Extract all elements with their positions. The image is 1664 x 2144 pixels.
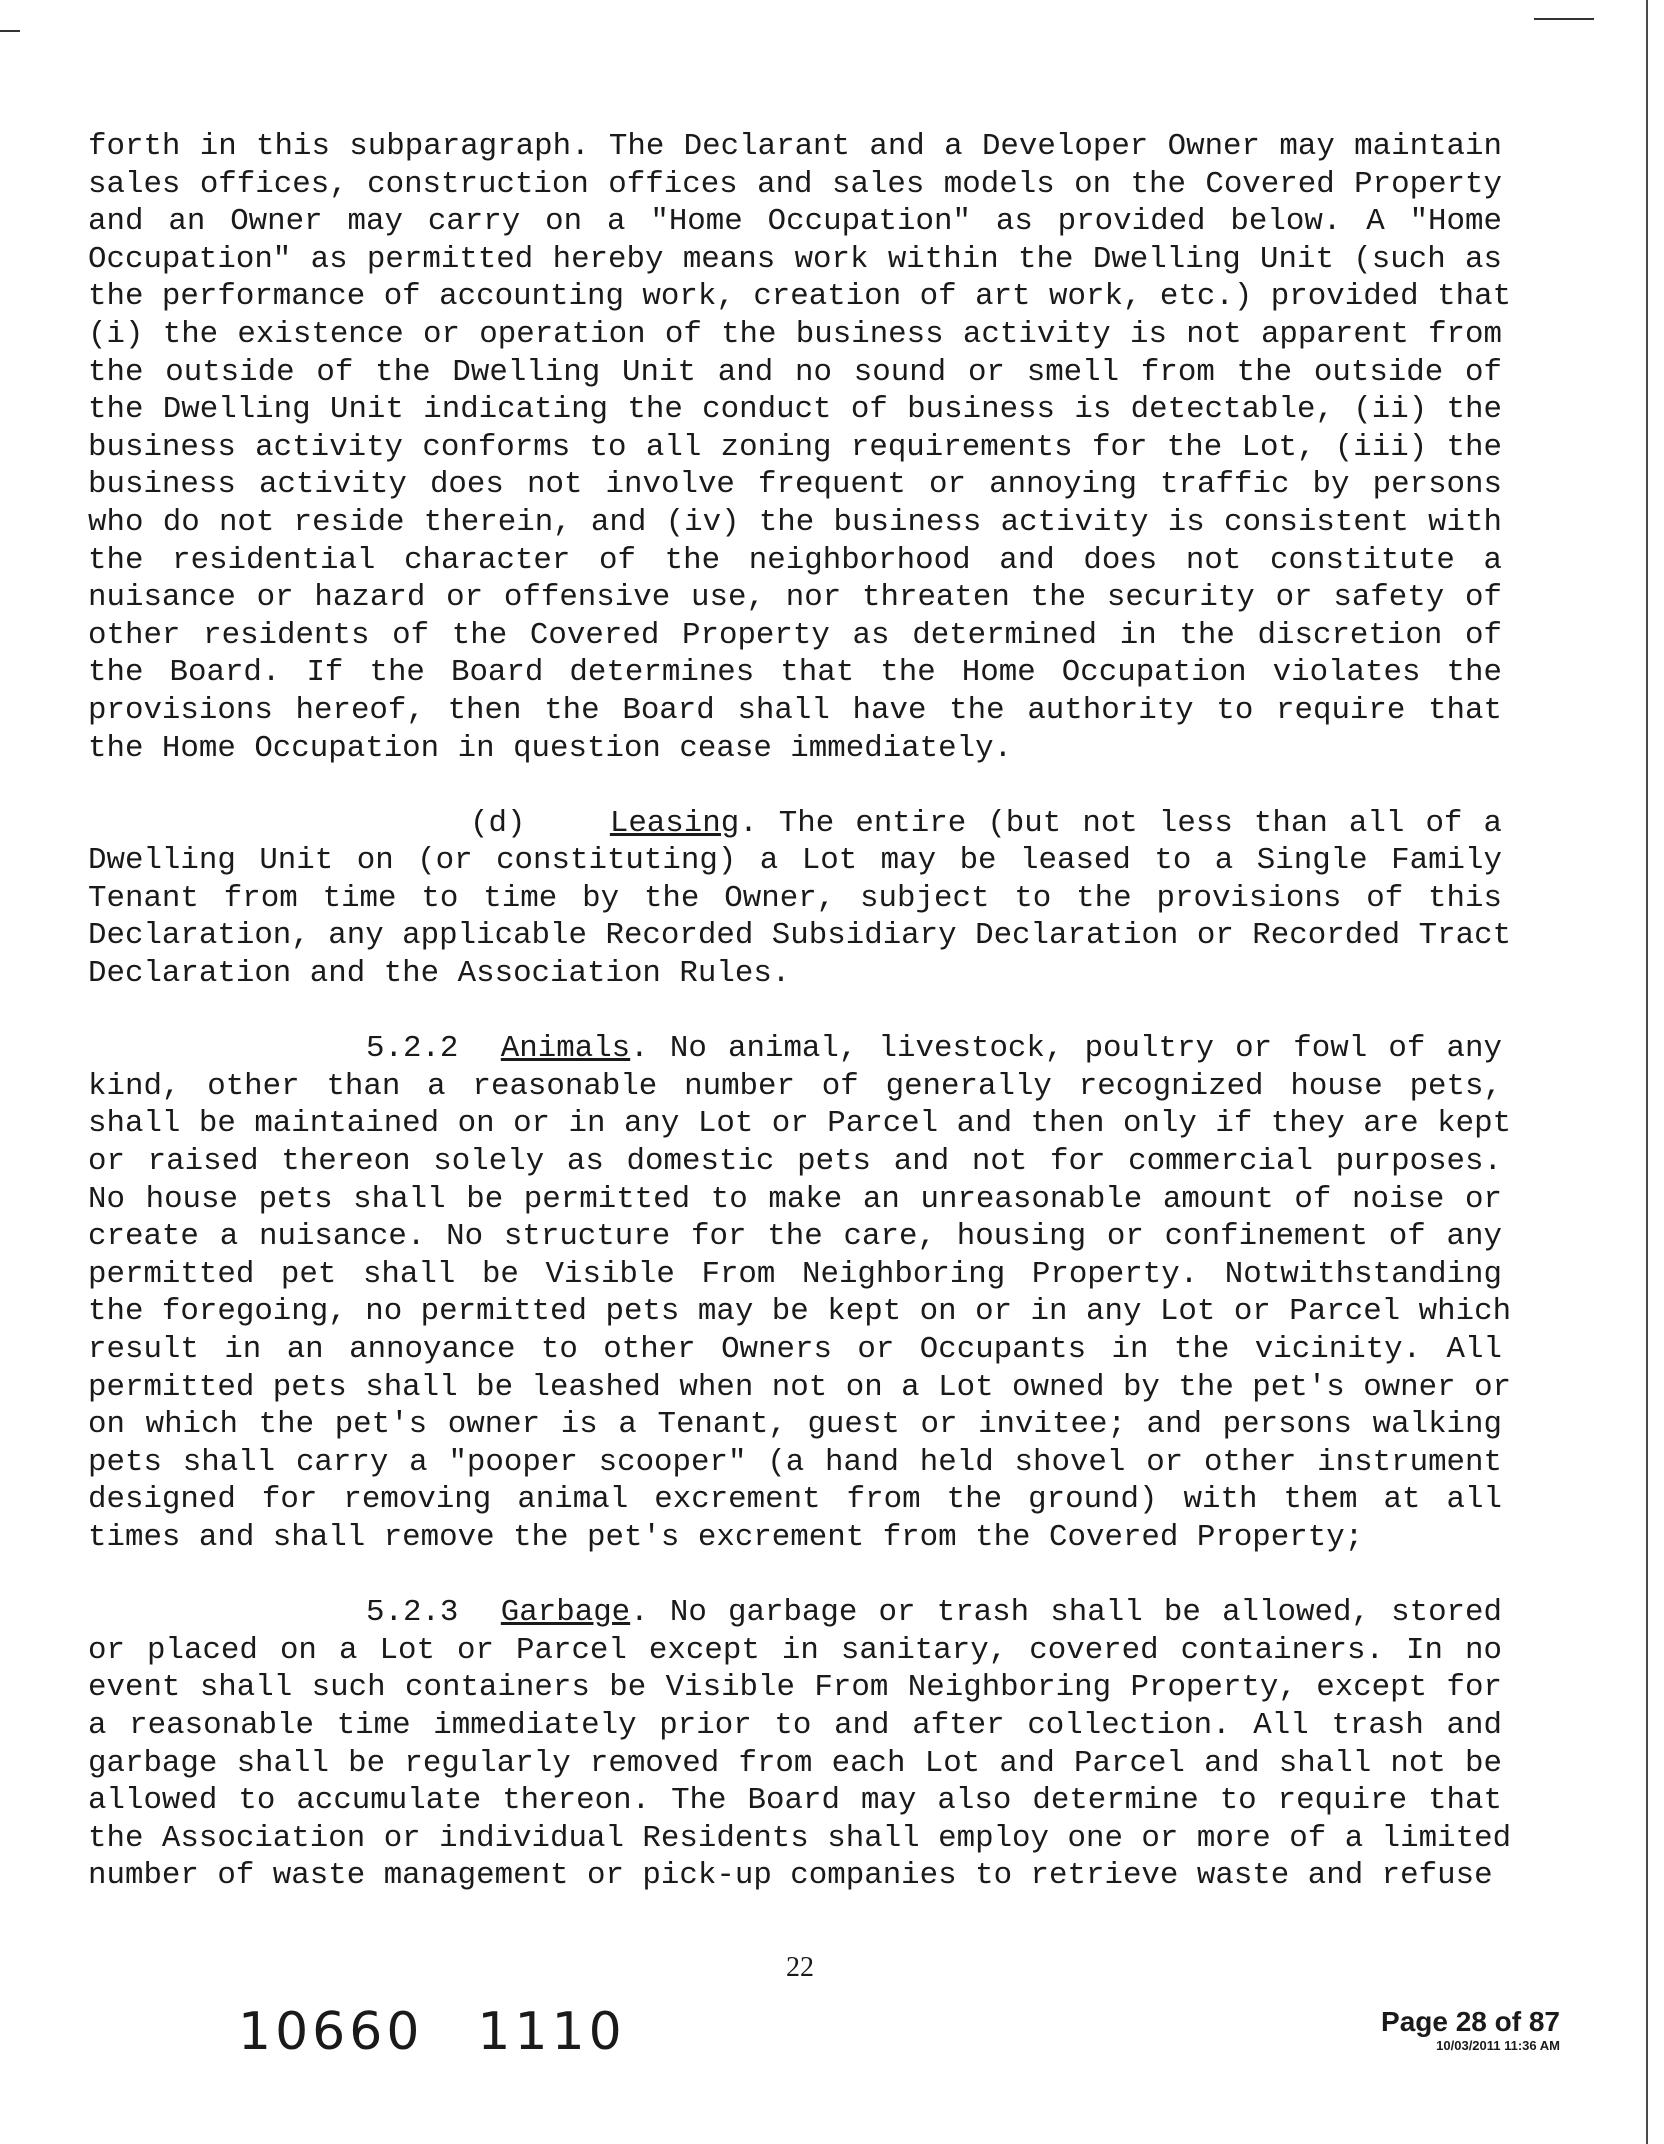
garbage-line: event shall such containers be Visible From Neighboring Property, except for bbox=[88, 1670, 1502, 1706]
recording-timestamp: 10/03/2011 11:36 AM bbox=[1436, 2038, 1560, 2053]
paragraph-line: other residents of the Covered Property as determined in the discretion of bbox=[88, 617, 1502, 653]
animals-line: the foregoing, no permitted pets may be kept on or in any Lot or Parcel which bbox=[88, 1294, 1512, 1330]
leasing-line: Declaration and the Association Rules. bbox=[88, 956, 791, 992]
leasing-line: Tenant from time to time by the Owner, subject to the provisions of this bbox=[88, 880, 1502, 916]
paragraph-line: (i) the existence or operation of the business activity is not apparent from bbox=[88, 316, 1502, 352]
scan-edge-line bbox=[1646, 0, 1648, 2144]
animals-line: permitted pets shall be leashed when not on a Lot owned by the pet's owner or bbox=[88, 1369, 1512, 1405]
garbage-paragraph bbox=[88, 1594, 1512, 1895]
leasing-line: Declaration, any applicable Recorded Subsidiary Declaration or Recorded Tract bbox=[88, 918, 1512, 954]
animals-line: shall be maintained on or in any Lot or Parcel and then only if they are kept bbox=[88, 1106, 1512, 1142]
garbage-line: a reasonable time immediately prior to and after collection. All trash and bbox=[88, 1707, 1502, 1743]
document-id-part2: 1110 bbox=[477, 2002, 626, 2062]
animals-line: pets shall carry a "pooper scooper" (a hand held shovel or other instrument bbox=[88, 1444, 1502, 1480]
paragraph-line: provisions hereof, then the Board shall have the authority to require that bbox=[88, 692, 1502, 728]
paragraph-line: the Dwelling Unit indicating the conduct of business is detectable, (ii) the bbox=[88, 392, 1502, 428]
document-id-stamp bbox=[238, 2002, 626, 2062]
animals-paragraph bbox=[88, 1030, 1512, 1556]
document-body bbox=[88, 128, 1512, 1933]
leasing-number: (d) bbox=[470, 805, 526, 841]
paragraph-line: and an Owner may carry on a "Home Occupation" as provided below. A "Home bbox=[88, 204, 1502, 240]
garbage-first-line-text: . No garbage or trash shall be allowed, stored bbox=[630, 1595, 1502, 1631]
paragraph-line: who do not reside therein, and (iv) the business activity is consistent with bbox=[88, 504, 1502, 540]
garbage-first-line bbox=[88, 1594, 1502, 1632]
animals-line: create a nuisance. No structure for the care, housing or confinement of any bbox=[88, 1219, 1502, 1255]
scan-mark-top-left bbox=[0, 30, 20, 32]
animals-heading: Animals bbox=[500, 1031, 631, 1067]
paragraph-line: business activity conforms to all zoning requirements for the Lot, (iii) the bbox=[88, 429, 1502, 465]
animals-line: permitted pet shall be Visible From Neighboring Property. Notwithstanding bbox=[88, 1256, 1502, 1292]
garbage-line: allowed to accumulate thereon. The Board may also determine to require that bbox=[88, 1783, 1502, 1819]
paragraph-line: the Board. If the Board determines that the Home Occupation violates the bbox=[88, 655, 1502, 691]
paragraph-line: Occupation" as permitted hereby means work within the Dwelling Unit (such as bbox=[88, 241, 1502, 277]
page-number: 22 bbox=[786, 1952, 814, 1983]
animals-line: result in an annoyance to other Owners or Occupants in the vicinity. All bbox=[88, 1332, 1502, 1367]
garbage-line: number of waste management or pick-up companies to retrieve waste and refuse bbox=[88, 1858, 1493, 1894]
animals-line: on which the pet's owner is a Tenant, guest or invitee; and persons walking bbox=[88, 1407, 1502, 1443]
paragraph-line: the performance of accounting work, creation of art work, etc.) provided that bbox=[88, 279, 1512, 315]
home-occupation-paragraph bbox=[88, 128, 1512, 767]
animals-line: designed for removing animal excrement from the ground) with them at all bbox=[88, 1482, 1502, 1518]
leasing-heading: Leasing bbox=[609, 805, 740, 841]
animals-line: or raised thereon solely as domestic pets and not for commercial purposes. bbox=[88, 1144, 1502, 1180]
paragraph-line: sales offices, construction offices and sales models on the Covered Property bbox=[88, 166, 1502, 202]
page-of-label: Page 28 of 87 bbox=[1381, 2006, 1560, 2037]
garbage-line: the Association or individual Residents shall employ one or more of a limited bbox=[88, 1820, 1512, 1856]
garbage-heading: Garbage bbox=[500, 1595, 631, 1631]
paragraph-line: business activity does not involve frequent or annoying traffic by persons bbox=[88, 467, 1502, 503]
garbage-line: or placed on a Lot or Parcel except in sanitary, covered containers. In no bbox=[88, 1632, 1502, 1668]
animals-line: kind, other than a reasonable number of generally recognized house pets, bbox=[88, 1068, 1502, 1104]
document-id-part1: 10660 bbox=[238, 2002, 424, 2062]
leasing-line: Dwelling Unit on (or constituting) a Lot may be leased to a Single Family bbox=[88, 843, 1502, 879]
paragraph-line: nuisance or hazard or offensive use, nor threaten the security or safety of bbox=[88, 580, 1502, 616]
animals-first-line-text: . No animal, livestock, poultry or fowl of any bbox=[630, 1031, 1502, 1067]
animals-first-line bbox=[88, 1030, 1502, 1068]
paragraph-line: the Home Occupation in question cease immediately. bbox=[88, 730, 1013, 766]
garbage-line: garbage shall be regularly removed from each Lot and Parcel and shall not be bbox=[88, 1745, 1502, 1781]
paragraph-line: forth in this subparagraph. The Declarant and a Developer Owner may maintain bbox=[88, 129, 1502, 164]
scan-mark-top-right bbox=[1534, 18, 1594, 20]
animals-line: No house pets shall be permitted to make an unreasonable amount of noise or bbox=[88, 1181, 1502, 1217]
garbage-number: 5.2.3 bbox=[366, 1595, 459, 1631]
paragraph-line: the residential character of the neighborhood and does not constitute a bbox=[88, 542, 1502, 578]
leasing-first-line bbox=[88, 805, 1502, 843]
animals-line: times and shall remove the pet's excrement from the Covered Property; bbox=[88, 1519, 1364, 1555]
leasing-first-line-text: . The entire (but not less than all of a bbox=[739, 805, 1502, 841]
paragraph-line: the outside of the Dwelling Unit and no sound or smell from the outside of bbox=[88, 354, 1502, 390]
animals-number: 5.2.2 bbox=[366, 1031, 459, 1067]
leasing-paragraph bbox=[88, 805, 1512, 993]
page-of-stamp bbox=[1381, 2006, 1560, 2054]
